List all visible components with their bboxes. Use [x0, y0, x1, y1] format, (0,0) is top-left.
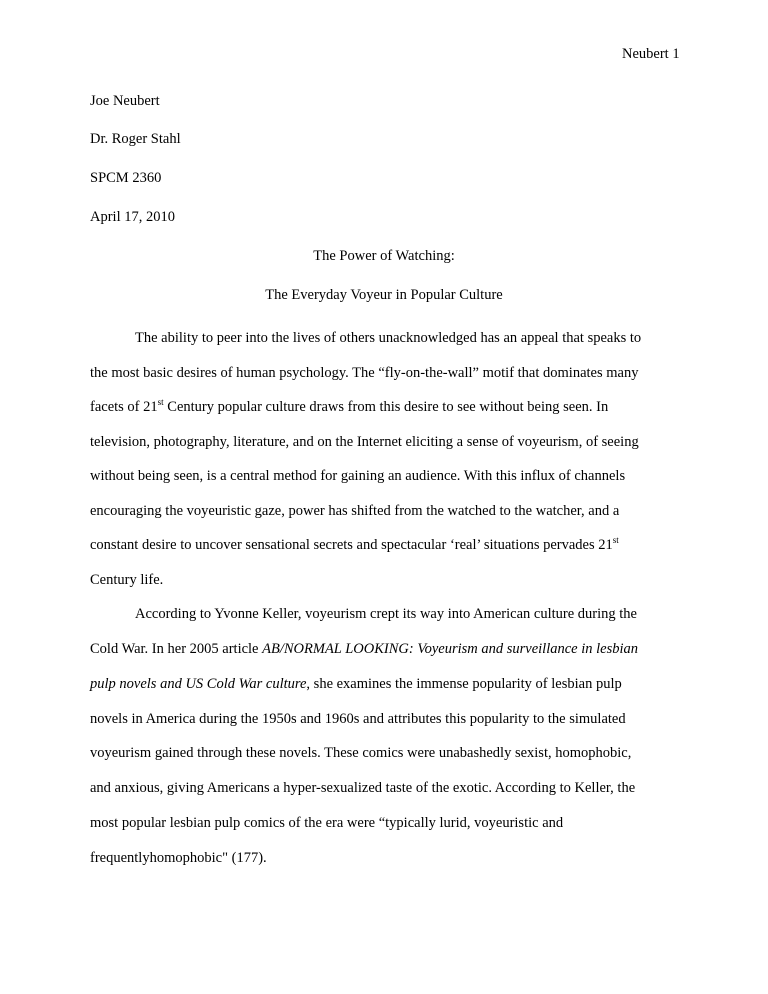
paragraph-1-line: constant desire to uncover sensational secrets and spectacular ‘real’ situations pervades 21st	[90, 535, 619, 553]
paragraph-2-line: novels in America during the 1950s and 1960s and attributes this popularity to the simulated	[90, 711, 626, 727]
paragraph-1-line: facets of 21st Century popular culture draws from this desire to see without being seen. In	[90, 397, 609, 415]
paragraph-1-line: the most basic desires of human psychology. The “fly-on-the-wall” motif that dominates many	[90, 365, 639, 381]
paragraph-2-line: Cold War. In her 2005 article AB/NORMAL LOOKING: Voyeurism and surveillance in lesbian	[90, 641, 639, 657]
paragraph-2-line: and anxious, giving Americans a hyper-sexualized taste of the exotic. According to Keller, the	[90, 780, 636, 796]
paragraph-2-line: most popular lesbian pulp comics of the era were “typically lurid, voyeuristic and	[90, 815, 564, 831]
paragraph-1-line: The ability to peer into the lives of others unacknowledged has an appeal that speaks to	[135, 330, 642, 346]
article-title-italic: AB/NORMAL LOOKING: Voyeurism and surveillance in lesbian	[262, 641, 639, 657]
superscript-ordinal: st	[612, 535, 619, 545]
paragraph-2-line: voyeurism gained through these novels. These comics were unabashedly sexist, homophobic,	[90, 745, 632, 761]
paragraph-2-line: frequentlyhomophobic" (177).	[90, 850, 267, 866]
paragraph-1-line: television, photography, literature, and on the Internet eliciting a sense of voyeurism, of seeing	[90, 434, 639, 450]
course-code: SPCM 2360	[90, 170, 162, 186]
paragraph-1-line: Century life.	[90, 572, 164, 588]
paper-subtitle: The Everyday Voyeur in Popular Culture	[265, 287, 503, 303]
article-title-italic: pulp novels and US Cold War culture	[90, 676, 307, 692]
instructor-name: Dr. Roger Stahl	[90, 131, 181, 147]
paragraph-1-line: without being seen, is a central method for gaining an audience. With this influx of channels	[90, 468, 626, 484]
superscript-ordinal: st	[157, 397, 164, 407]
paragraph-1-line: encouraging the voyeuristic gaze, power has shifted from the watched to the watcher, and a	[90, 503, 620, 519]
paper-date: April 17, 2010	[90, 209, 175, 225]
author-name: Joe Neubert	[90, 93, 160, 109]
paper-title: The Power of Watching:	[313, 248, 455, 264]
paragraph-2-line: pulp novels and US Cold War culture, she examines the immense popularity of lesbian pulp	[90, 676, 622, 692]
page-number-header: Neubert 1	[622, 46, 680, 62]
paragraph-2-line: According to Yvonne Keller, voyeurism crept its way into American culture during the	[135, 606, 637, 622]
